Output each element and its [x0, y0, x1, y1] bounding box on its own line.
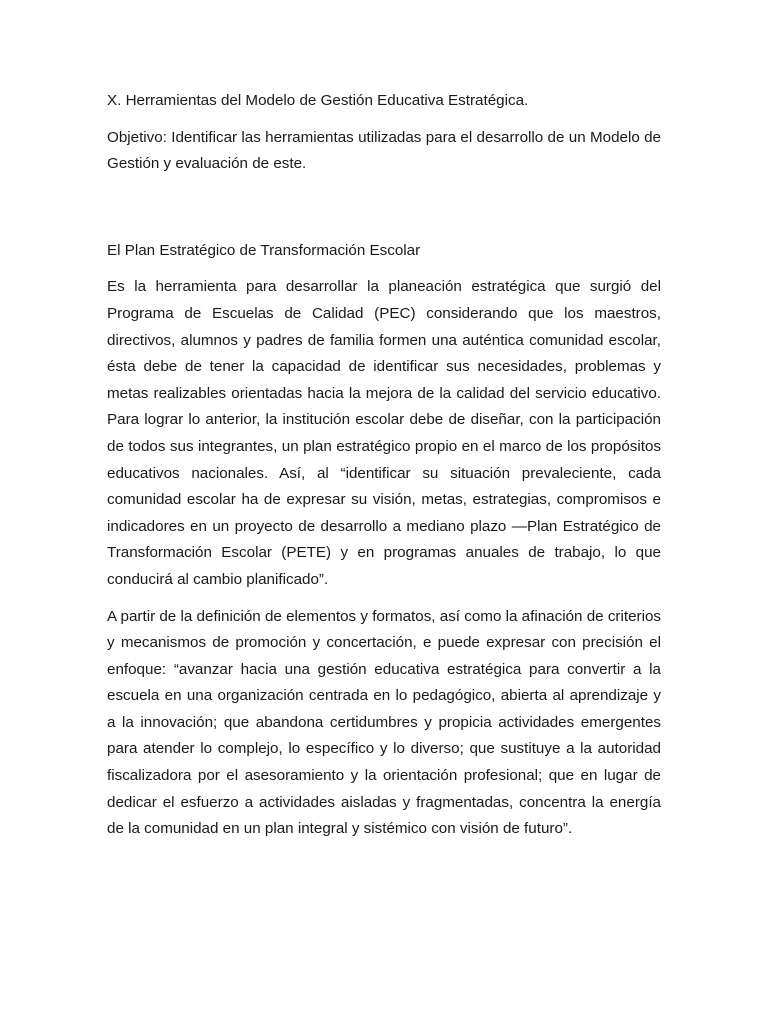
body-paragraph-2: A partir de la definición de elementos y formatos, así como la afinación de criterios y mecanismos de promoción y concertación, e puede expresar con precisión el enfoque: “avanzar hacia una gestión educativa estratégica para convertir a la escuela en una organización centrada en lo pedagógico, abierta al aprendizaje y a la innovación; que abandona certidumbres y propicia actividades emergentes para atender lo complejo, lo específico y lo diverso; que sustituye a la autoridad fiscalizadora por el asesoramiento y la orientación profesional; que en lugar de dedicar el esfuerzo a actividades aisladas y fragmentadas, concentra la energía de la comunidad en un plan integral y sistémico con visión de futuro”. [107, 607, 661, 838]
body-paragraph-1: Es la herramienta para desarrollar la planeación estratégica que surgió del Programa de Escuelas de Calidad (PEC) considerando que los maestros, directivos, alumnos y padres de familia formen una auténtica comunidad escolar, ésta debe de tener la capacidad de identificar sus necesidades, problemas y metas realizables orientadas hacia la mejora de la calidad del servicio educativo. Para lograr lo anterior, la institución escolar debe de diseñar, con la participación de todos sus integrantes, un plan estratégico propio en el marco de los propósitos educativos nacionales. Así, al “identificar su situación prevaleciente, cada comunidad escolar ha de expresar su visión, metas, estrategias, compromisos e indicadores en un proyecto de desarrollo a mediano plazo —Plan Estratégico de Transformación Escolar (PETE) y en programas anuales de trabajo, lo que conducirá al cambio planificado”. [107, 278, 661, 588]
subheading: El Plan Estratégico de Transformación Escolar [107, 241, 421, 259]
objective-text: Objetivo: Identificar las herramientas utilizadas para el desarrollo de un Modelo de Gestión y evaluación de este. [107, 128, 661, 173]
document-page [107, 88, 661, 853]
section-title: X. Herramientas del Modelo de Gestión Educativa Estratégica. [107, 92, 529, 109]
